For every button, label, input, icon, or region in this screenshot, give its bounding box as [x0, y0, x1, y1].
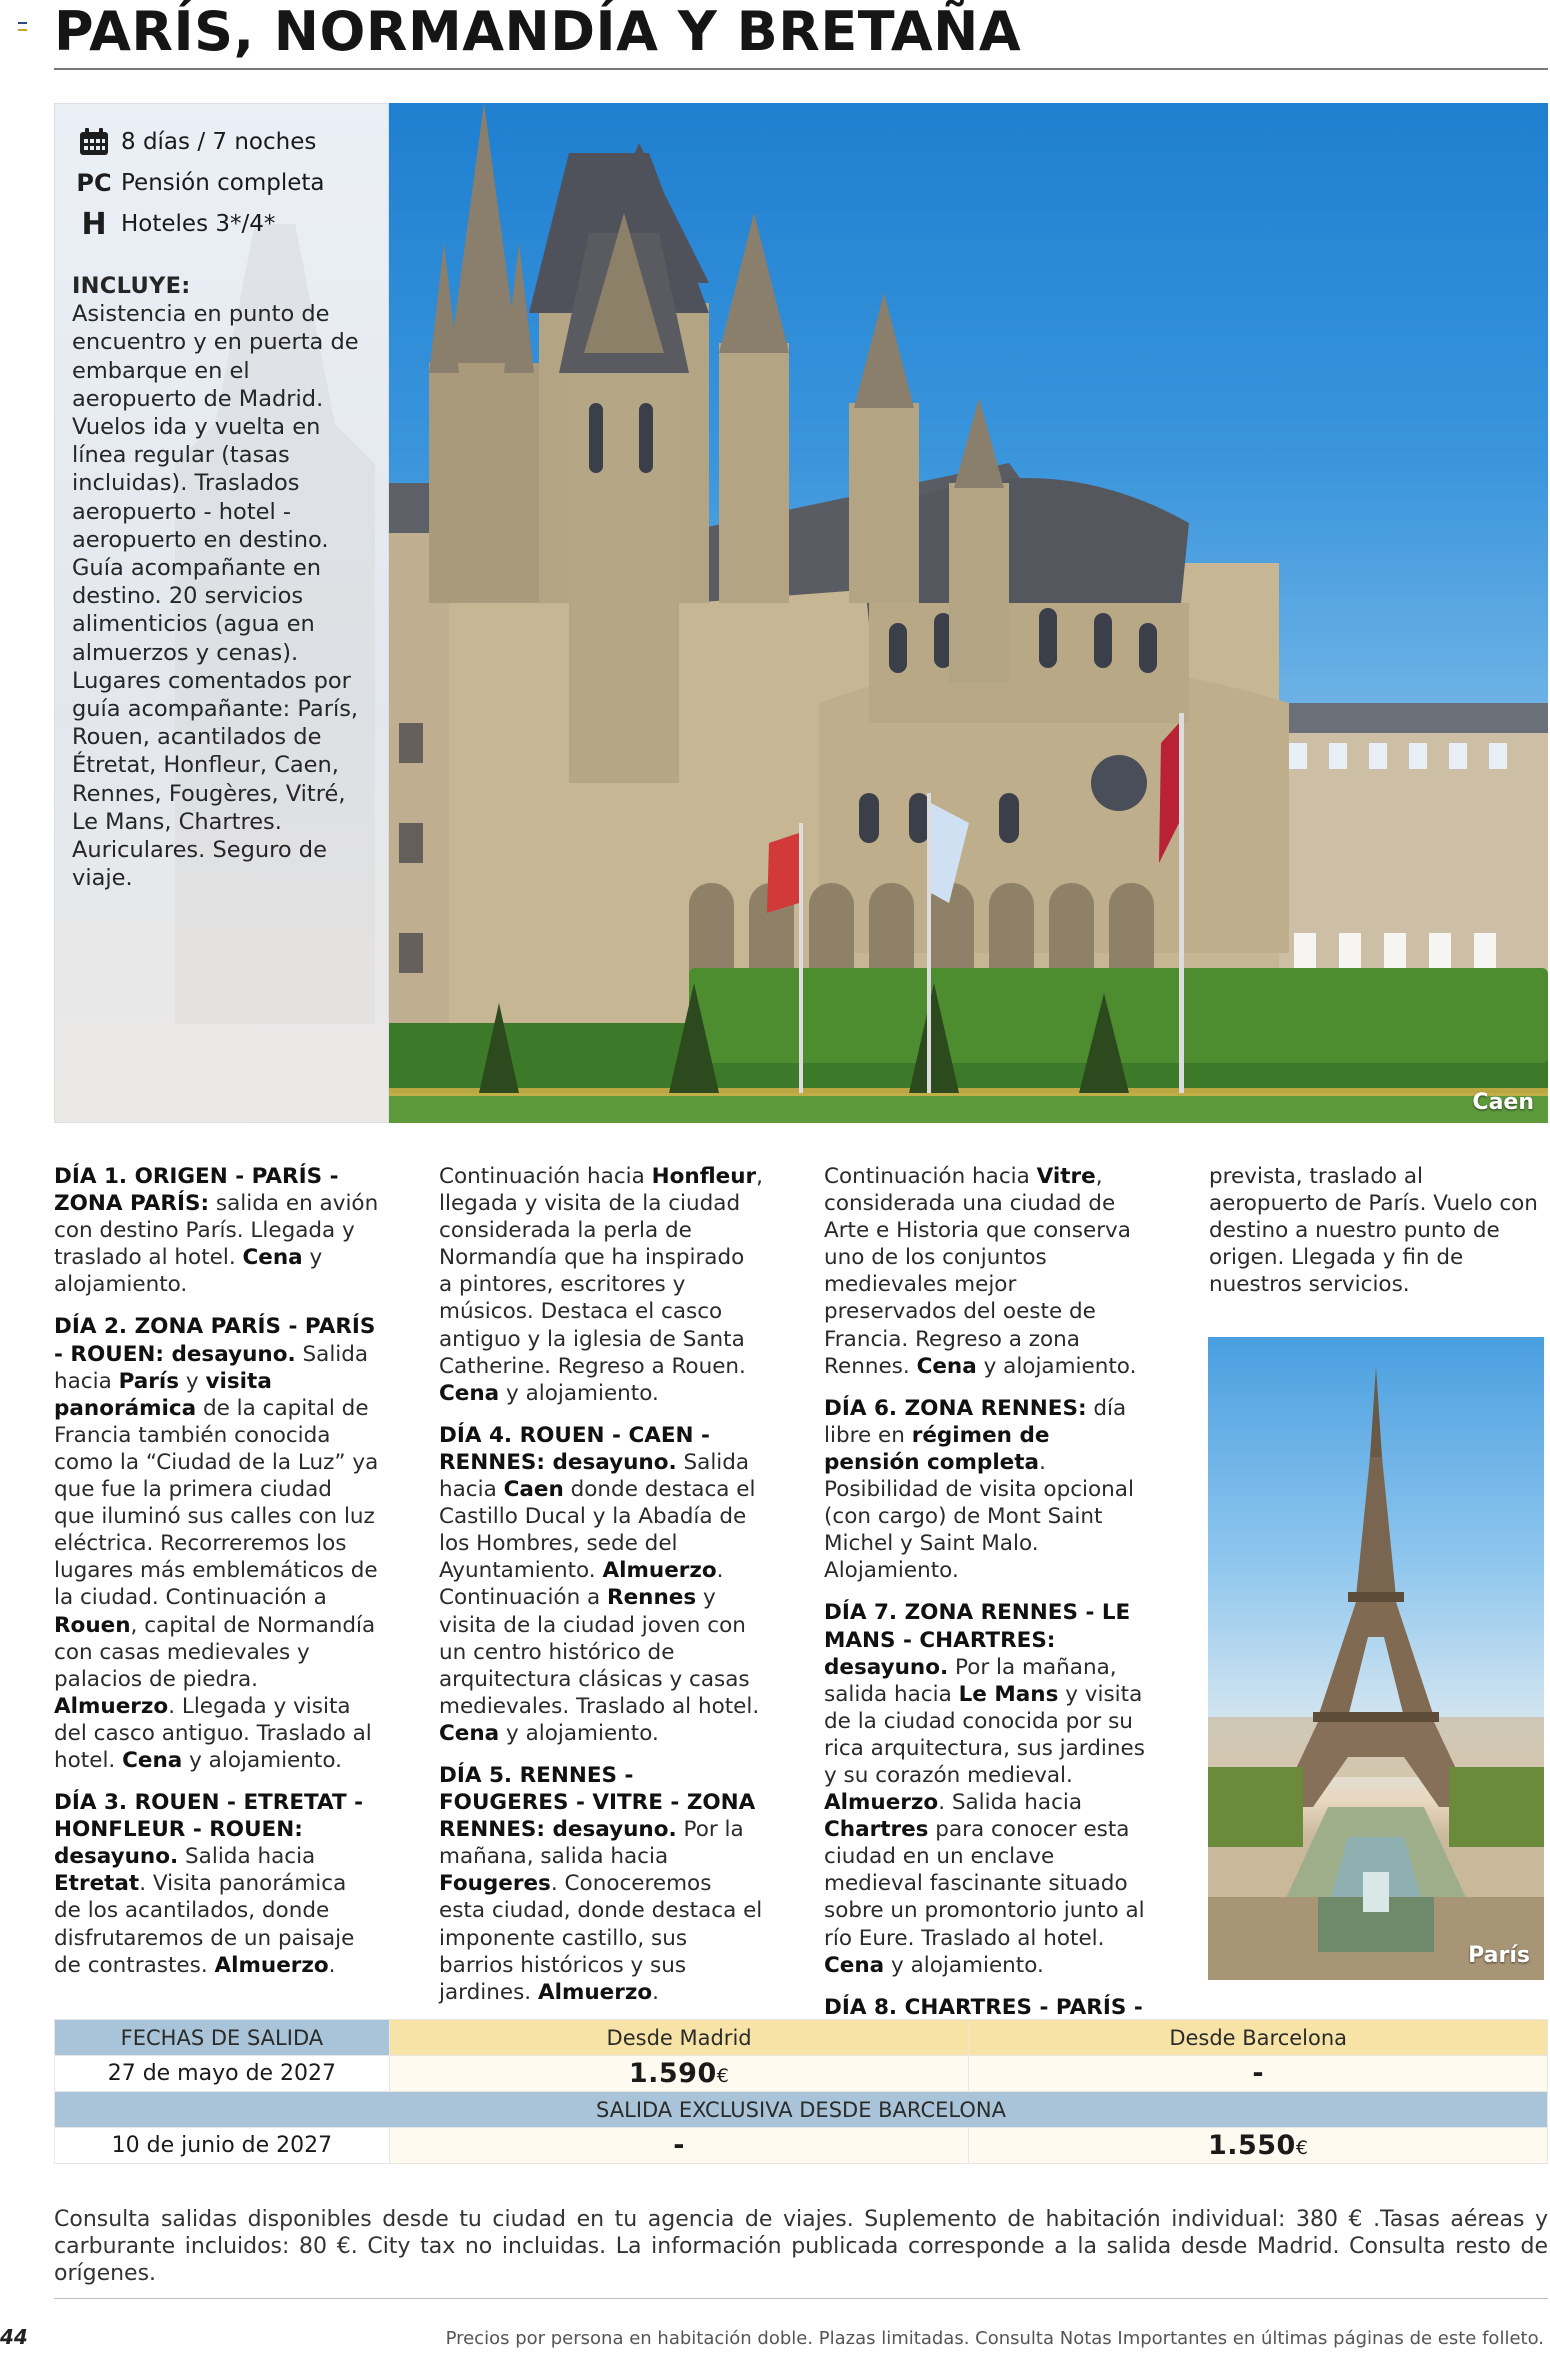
- day-1-text: salida en avión con destino París. Llegada y traslado al hotel.: [54, 1191, 379, 1271]
- day-3-bold: Etretat: [54, 1871, 140, 1897]
- day-2-text: . Llegada y visita del casco antiguo. Traslado al hotel.: [54, 1693, 372, 1773]
- departure-date: 10 de junio de 2027: [55, 2128, 390, 2164]
- day-1-text-end: y alojamiento.: [54, 1245, 323, 1298]
- day-2-bold: Almuerzo: [54, 1693, 169, 1719]
- day-4-text: y alojamiento.: [499, 1720, 659, 1746]
- board-feature: [77, 168, 325, 198]
- day-5-bold: Almuerzo: [537, 1979, 653, 2005]
- day-7-text: y visita de la ciudad conocida por su rica arquitectura, sus jardines y su corazón medieval.: [824, 1681, 1145, 1788]
- day-5-bold: Cena: [916, 1353, 977, 1379]
- day-3-bold: Almuerzo: [214, 1952, 329, 1978]
- price-barcelona: [969, 2056, 1548, 2092]
- price-madrid: [389, 2056, 969, 2092]
- hotel-text: Hoteles 3*/4*: [121, 211, 276, 237]
- day-7-bold: Cena: [824, 1952, 885, 1978]
- day-3-continued: [439, 1163, 764, 1407]
- day-1-heading: DÍA 1. ORIGEN - PARÍS - ZONA PARÍS:: [54, 1164, 339, 1217]
- hotel-feature: [77, 206, 276, 242]
- day-5-text: Por la mañana, salida hacia: [439, 1817, 744, 1870]
- day-3: [54, 1789, 379, 1979]
- day-7-text: para conocer esta ciudad en un enclave medieval fascinante situado sobre un promontorio junto al río Eure. Traslado al hotel.: [824, 1817, 1145, 1951]
- day-7-text: y alojamiento.: [884, 1952, 1044, 1978]
- duration-feature: [77, 127, 316, 157]
- day-3-bold: Cena: [439, 1380, 500, 1406]
- day-1: [54, 1163, 379, 1298]
- day-4-bold: Caen: [503, 1477, 564, 1503]
- header-departure-dates: FECHAS DE SALIDA: [55, 2020, 390, 2056]
- day-4-heading: DÍA 4. ROUEN - CAEN - RENNES: desayuno.: [439, 1422, 710, 1475]
- day-6-heading: DÍA 6. ZONA RENNES:: [824, 1395, 1087, 1421]
- footer-disclaimer: Precios por persona en habitación doble. Plazas limitadas. Consulta Notas Importantes en últimas páginas de este folleto.: [445, 2328, 1544, 2349]
- price-value: 1.590: [628, 2058, 717, 2089]
- day-5-text: y alojamiento.: [976, 1353, 1137, 1379]
- day-5-continued: [824, 1163, 1149, 1380]
- day-1-bold: Cena: [242, 1245, 303, 1271]
- day-8-heading: DÍA 8. CHARTRES - PARÍS -: [824, 1994, 1143, 2020]
- trip-summary-panel: [54, 103, 389, 1123]
- day-2-text: y: [179, 1368, 206, 1394]
- day-8-continued: prevista, traslado al aeropuerto de París. Vuelo con destino a nuestro punto de origen. Llegada y fin de nuestros servicios.: [1209, 1164, 1538, 1298]
- price-row: [55, 2128, 1548, 2164]
- day-5-text: .: [652, 1979, 659, 2005]
- header-from-barcelona: Desde Barcelona: [969, 2020, 1548, 2056]
- caen-caption: Caen: [1472, 1090, 1534, 1115]
- calendar-icon: [77, 127, 111, 157]
- currency-symbol: €: [716, 2065, 730, 2087]
- day-3-text: Salida hacia: [178, 1844, 316, 1870]
- brand-mark-icon: [18, 22, 27, 31]
- day-6-text: . Posibilidad de visita opcional (con cargo) de Mont Saint Michel y Saint Malo. Alojamiento.: [824, 1449, 1134, 1584]
- exclusive-departure-label: SALIDA EXCLUSIVA DESDE BARCELONA: [55, 2092, 1548, 2128]
- day-6-bold: régimen de pensión completa: [824, 1422, 1050, 1475]
- day-4: [439, 1422, 764, 1747]
- day-3-text: . Visita panorámica de los acantilados, donde disfrutaremos de un paisaje de contrastes.: [54, 1871, 355, 1978]
- day-7: [824, 1599, 1149, 1978]
- paris-caption: París: [1468, 1943, 1530, 1968]
- price-value: -: [1252, 2058, 1265, 2089]
- header-from-madrid: Desde Madrid: [389, 2020, 969, 2056]
- page-title: PARÍS, NORMANDÍA Y BRETAÑA: [54, 0, 1022, 63]
- day-2-text: Salida hacia: [54, 1341, 369, 1394]
- day-7-bold: Almuerzo: [824, 1790, 939, 1816]
- day-2: [54, 1313, 379, 1774]
- price-table: [54, 2019, 1548, 2164]
- day-6: [824, 1395, 1149, 1585]
- day-4-text: donde destaca el Castillo Ducal y la Abadía de los Hombres, sede del Ayuntamiento.: [439, 1477, 756, 1584]
- day-6-text: día libre en: [824, 1395, 1127, 1448]
- pc-icon: PC: [76, 169, 112, 197]
- day-4-text: y visita de la ciudad joven con un centro histórico de arquitectura clásicas y casas medievales. Traslado al hotel.: [439, 1585, 760, 1719]
- day-7-text: . Salida hacia: [938, 1790, 1083, 1816]
- itinerary-column-2: [439, 1163, 764, 2021]
- board-text: Pensión completa: [121, 170, 325, 196]
- day-7-bold: Chartres: [824, 1817, 929, 1843]
- day-4-text: . Continuación a: [439, 1558, 724, 1611]
- currency-symbol: €: [1295, 2137, 1309, 2159]
- day-3-text: , llegada y visita de la ciudad considerada la perla de Normandía que ha inspirado a pintores, escritores y músicos. Destaca el casco antiguo y la iglesia de Santa Catherine. Regreso a Rouen.: [439, 1164, 763, 1379]
- day-3-text: y alojamiento.: [499, 1380, 659, 1406]
- price-value: 1.550: [1207, 2130, 1296, 2161]
- day-7-heading: DÍA 7. ZONA RENNES - LE MANS - CHARTRES: desayuno.: [824, 1600, 1131, 1680]
- day-7-bold: Le Mans: [958, 1681, 1059, 1707]
- duration-text: 8 días / 7 noches: [121, 129, 317, 155]
- price-barcelona: [969, 2128, 1548, 2164]
- day-5-bold: Fougeres: [439, 1871, 551, 1897]
- day-2-text: y alojamiento.: [182, 1747, 342, 1773]
- departure-date: 27 de mayo de 2027: [55, 2056, 390, 2092]
- price-value: -: [673, 2130, 685, 2161]
- day-4-bold: Rennes: [607, 1585, 697, 1611]
- day-5-heading: DÍA 5. RENNES - FOUGERES - VITRE - ZONA RENNES: desayuno.: [439, 1762, 756, 1843]
- day-2-text: de la capital de Francia también conocida como la “Ciudad de la Luz” ya que fue la primera ciudad que iluminó sus calles con luz eléctrica. Recorreremos los lugares más emblemáticos de la ciudad. Continuación a: [54, 1395, 379, 1611]
- day-2-bold: Rouen: [54, 1612, 131, 1638]
- day-5: [439, 1762, 764, 2006]
- includes-block: [72, 272, 377, 892]
- day-3-text: Continuación hacia: [439, 1164, 652, 1189]
- caen-abbey-photo: [389, 103, 1548, 1123]
- paris-eiffel-photo: [1208, 1337, 1544, 1980]
- day-3-heading: DÍA 3. ROUEN - ETRETAT - HONFLEUR - ROUEN: desayuno.: [54, 1790, 364, 1870]
- price-footnote: Consulta salidas disponibles desde tu ciudad en tu agencia de viajes. Suplemento de habitación individual: 380 € .Tasas aéreas y carburante incluidos: 80 €. City tax no incluidas. La información publicada corresponde a la salida desde Madrid. Consulta resto de orígenes.: [54, 2207, 1548, 2286]
- day-2-bold: visita panorámica: [54, 1368, 272, 1421]
- itinerary-column-3: [824, 1163, 1149, 2090]
- day-3-bold: Honfleur: [651, 1164, 757, 1189]
- itinerary-column-4: [1209, 1163, 1547, 1313]
- day-3-text: .: [328, 1952, 336, 1978]
- day-2-bold: Cena: [122, 1747, 183, 1773]
- hotel-icon: H: [81, 206, 107, 242]
- includes-text: Asistencia en punto de encuentro y en puerta de embarque en el aeropuerto de Madrid. Vuelos ida y vuelta en línea regular (tasas incluidas). Traslados aeropuerto - hotel - aeropuerto en destino. Guía acompañante en destino. 20 servicios alimenticios (agua en almuerzos y cenas). Lugares comentados por guía acompañante: París, Rouen, acantilados de Étretat, Honfleur, Caen, Rennes, Fougères, Vitré, Le Mans, Chartres. Auriculares. Seguro de viaje.: [72, 301, 359, 892]
- price-madrid: [389, 2128, 969, 2164]
- day-2-text: , capital de Normandía con casas medievales y palacios de piedra.: [54, 1612, 376, 1692]
- itinerary-column-1: [54, 1163, 379, 1994]
- page-number: 44: [0, 2325, 28, 2349]
- day-5-bold: Vitre: [1036, 1164, 1096, 1189]
- day-4-bold: Almuerzo: [602, 1558, 717, 1584]
- price-table-header: [55, 2020, 1548, 2056]
- day-4-text: Salida hacia: [439, 1449, 750, 1503]
- price-row: [55, 2056, 1548, 2092]
- day-2-heading: DÍA 2. ZONA PARÍS - PARÍS - ROUEN: desayuno.: [54, 1314, 376, 1367]
- title-divider: [54, 68, 1548, 70]
- includes-title: INCLUYE:: [72, 273, 191, 299]
- exclusive-departure-row: [55, 2092, 1548, 2128]
- day-5-text: , considerada una ciudad de Arte e Historia que conserva uno de los conjuntos medievales mejor preservados del oeste de Francia. Regreso a zona Rennes.: [824, 1164, 1131, 1379]
- footer-divider: [54, 2298, 1548, 2299]
- day-7-text: Por la mañana, salida hacia: [824, 1654, 1117, 1707]
- day-2-bold: París: [118, 1368, 180, 1394]
- day-4-bold: Cena: [439, 1720, 500, 1746]
- day-5-text: . Conoceremos esta ciudad, donde destaca el imponente castillo, sus barrios históricos y sus jardines.: [439, 1871, 763, 2005]
- day-5-text: Continuación hacia: [824, 1164, 1037, 1189]
